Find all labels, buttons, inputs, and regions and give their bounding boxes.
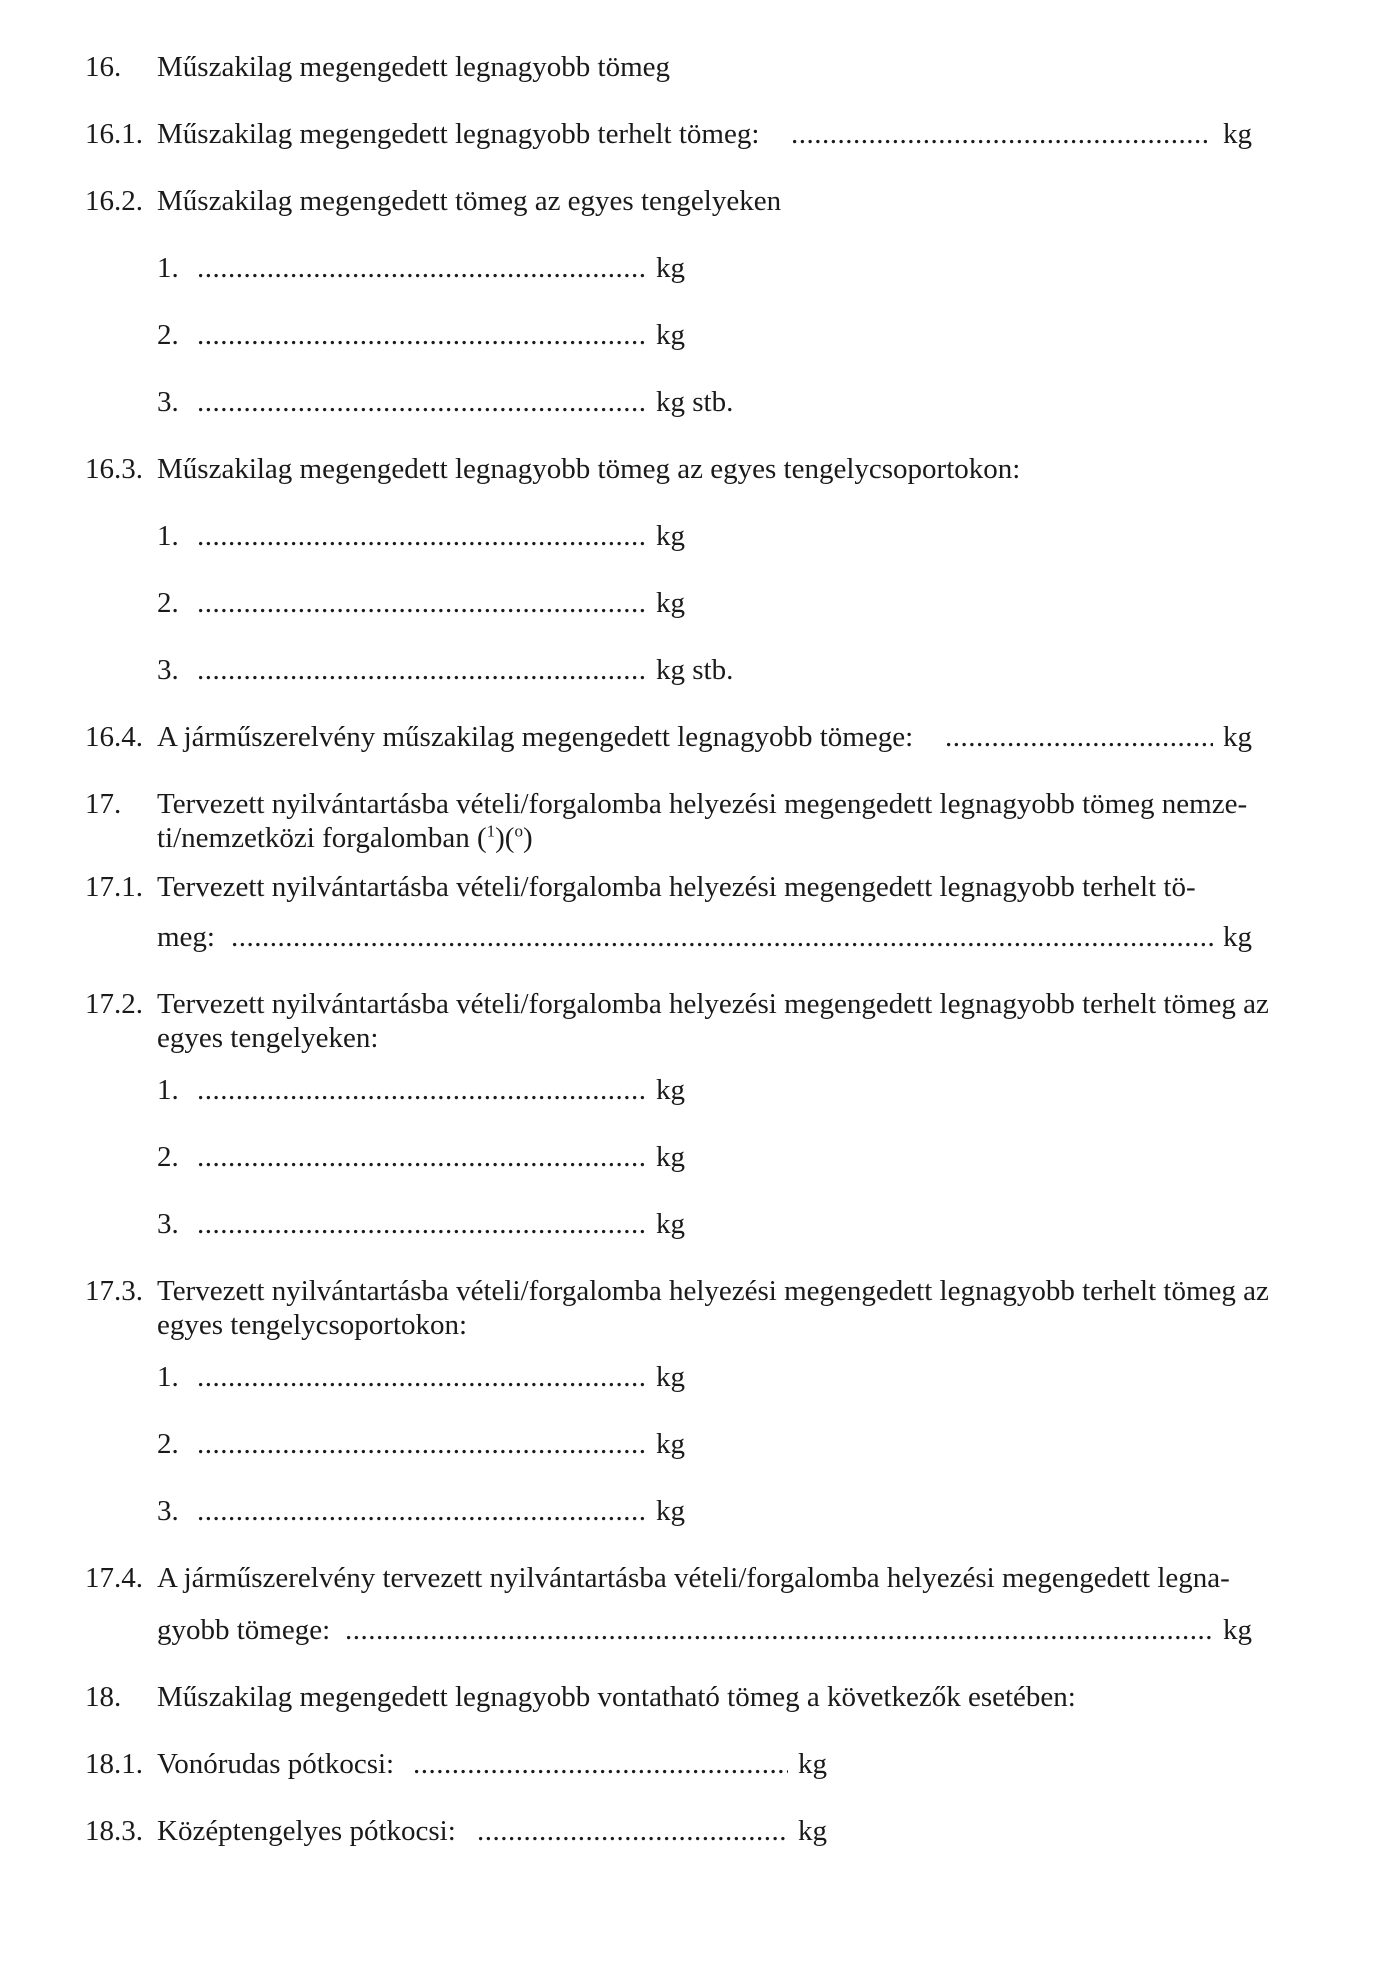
section-number: 17.3. — [85, 1275, 143, 1307]
section-number: 17.4. — [85, 1562, 143, 1594]
fill-in-field[interactable] — [791, 117, 1211, 151]
section-16-4 — [0, 720, 1375, 760]
list-item — [0, 318, 1375, 358]
section-title: Műszakilag megengedett tömeg az egyes tengelyeken — [157, 185, 782, 217]
field-label: Tervezett nyilvántartásba vételi/forgalomba helyezési megengedett legnagyobb terhelt tö- — [157, 871, 1196, 903]
section-number: 18.3. — [85, 1815, 143, 1847]
list-item — [0, 586, 1375, 626]
fill-in-field[interactable] — [197, 1073, 647, 1107]
unit-label: kg — [798, 1815, 827, 1847]
fill-in-field[interactable] — [413, 1747, 788, 1781]
fill-in-field[interactable] — [197, 1360, 647, 1394]
section-number: 16.2. — [85, 185, 143, 217]
list-item — [0, 1207, 1375, 1247]
section-number: 16. — [85, 51, 122, 83]
item-number: 1. — [157, 520, 179, 552]
list-item — [0, 1494, 1375, 1534]
fill-in-field[interactable] — [231, 920, 1214, 954]
list-item — [0, 1140, 1375, 1180]
unit-label: kg — [656, 1428, 685, 1460]
field-label: A járműszerelvény műszakilag megengedett legnagyobb tömege: — [157, 721, 914, 753]
fill-in-field[interactable] — [345, 1613, 1213, 1647]
section-17-1-field — [0, 920, 1375, 960]
field-label: Középtengelyes pótkocsi: — [157, 1815, 456, 1847]
unit-label: kg — [1223, 721, 1252, 753]
section-title: Tervezett nyilvántartásba vételi/forgalomba helyezési megengedett legnagyobb tömeg nemze-ti/nemzetközi forgalomban ($^1$)($^o$) — [157, 788, 1248, 854]
unit-label: kg stb. — [656, 386, 734, 418]
section-18-3 — [0, 1814, 1375, 1854]
unit-label: kg — [656, 1495, 685, 1527]
section-16-2-heading — [0, 184, 1375, 224]
item-number: 1. — [157, 252, 179, 284]
unit-label: kg — [656, 319, 685, 351]
section-number: 18.1. — [85, 1748, 143, 1780]
fill-in-field[interactable] — [197, 1427, 647, 1461]
list-item — [0, 519, 1375, 559]
section-17-1-heading — [0, 870, 1375, 910]
unit-label: kg — [656, 1208, 685, 1240]
section-title: Tervezett nyilvántartásba vételi/forgalomba helyezési megengedett legnagyobb terhelt tömeg az egyes tengelycsoportokon: — [157, 1275, 1269, 1341]
section-title: Műszakilag megengedett legnagyobb tömeg — [157, 51, 670, 83]
section-title: Műszakilag megengedett legnagyobb vontatható tömeg a következők esetében: — [157, 1681, 1076, 1713]
unit-label: kg — [656, 1361, 685, 1393]
field-label: Vonórudas pótkocsi: — [157, 1748, 395, 1780]
fill-in-field[interactable] — [197, 519, 647, 553]
item-number: 3. — [157, 1208, 179, 1240]
section-title: Műszakilag megengedett legnagyobb tömeg az egyes tengelycsoportokon: — [157, 453, 1021, 485]
footnote-ref: o — [514, 821, 523, 841]
section-16-heading — [0, 50, 1375, 90]
section-number: 17.1. — [85, 871, 143, 903]
section-18-1 — [0, 1747, 1375, 1787]
section-16-1 — [0, 117, 1375, 157]
unit-label: kg — [656, 1074, 685, 1106]
fill-in-field[interactable] — [197, 318, 647, 352]
section-number: 16.1. — [85, 118, 143, 150]
unit-label: kg — [1223, 921, 1252, 953]
fill-in-field[interactable] — [197, 251, 647, 285]
section-number: 17. — [85, 788, 122, 820]
section-18-heading — [0, 1680, 1375, 1720]
item-number: 2. — [157, 587, 179, 619]
unit-label: kg — [656, 1141, 685, 1173]
section-number: 18. — [85, 1681, 122, 1713]
footnote-ref: 1 — [486, 821, 496, 841]
item-number: 3. — [157, 1495, 179, 1527]
fill-in-field[interactable] — [197, 385, 647, 419]
field-label: Műszakilag megengedett legnagyobb terhelt tömeg: — [157, 118, 760, 150]
fill-in-field[interactable] — [197, 1494, 647, 1528]
section-17-4-field — [0, 1613, 1375, 1653]
list-item — [0, 385, 1375, 425]
field-label-continuation: gyobb tömege: — [157, 1614, 331, 1646]
field-label-continuation: meg: — [157, 921, 215, 953]
list-item — [0, 1427, 1375, 1467]
fill-in-field[interactable] — [197, 1140, 647, 1174]
unit-label: kg — [1223, 1614, 1252, 1646]
unit-label: kg — [656, 252, 685, 284]
section-17-4-heading — [0, 1561, 1375, 1601]
fill-in-field[interactable] — [945, 720, 1213, 754]
item-number: 3. — [157, 386, 179, 418]
list-item — [0, 1073, 1375, 1113]
section-16-3-heading — [0, 452, 1375, 492]
field-label: A járműszerelvény tervezett nyilvántartásba vételi/forgalomba helyezési megengedett legna- — [157, 1562, 1230, 1594]
fill-in-field[interactable] — [197, 1207, 647, 1241]
item-number: 2. — [157, 319, 179, 351]
section-number: 16.4. — [85, 721, 143, 753]
item-number: 2. — [157, 1141, 179, 1173]
fill-in-field[interactable] — [197, 586, 647, 620]
list-item — [0, 251, 1375, 291]
item-number: 1. — [157, 1074, 179, 1106]
section-number: 16.3. — [85, 453, 143, 485]
item-number: 3. — [157, 654, 179, 686]
fill-in-field[interactable] — [197, 653, 647, 687]
section-17-heading — [0, 787, 1375, 867]
section-17-3-heading — [0, 1274, 1375, 1354]
section-number: 17.2. — [85, 988, 143, 1020]
item-number: 2. — [157, 1428, 179, 1460]
section-title: Tervezett nyilvántartásba vételi/forgalomba helyezési megengedett legnagyobb terhelt tömeg az egyes tengelyeken: — [157, 988, 1269, 1054]
unit-label: kg — [798, 1748, 827, 1780]
unit-label: kg — [656, 587, 685, 619]
list-item — [0, 1360, 1375, 1400]
fill-in-field[interactable] — [477, 1814, 788, 1848]
unit-label: kg stb. — [656, 654, 734, 686]
list-item — [0, 653, 1375, 693]
unit-label: kg — [1223, 118, 1252, 150]
item-number: 1. — [157, 1361, 179, 1393]
unit-label: kg — [656, 520, 685, 552]
section-17-2-heading — [0, 987, 1375, 1067]
